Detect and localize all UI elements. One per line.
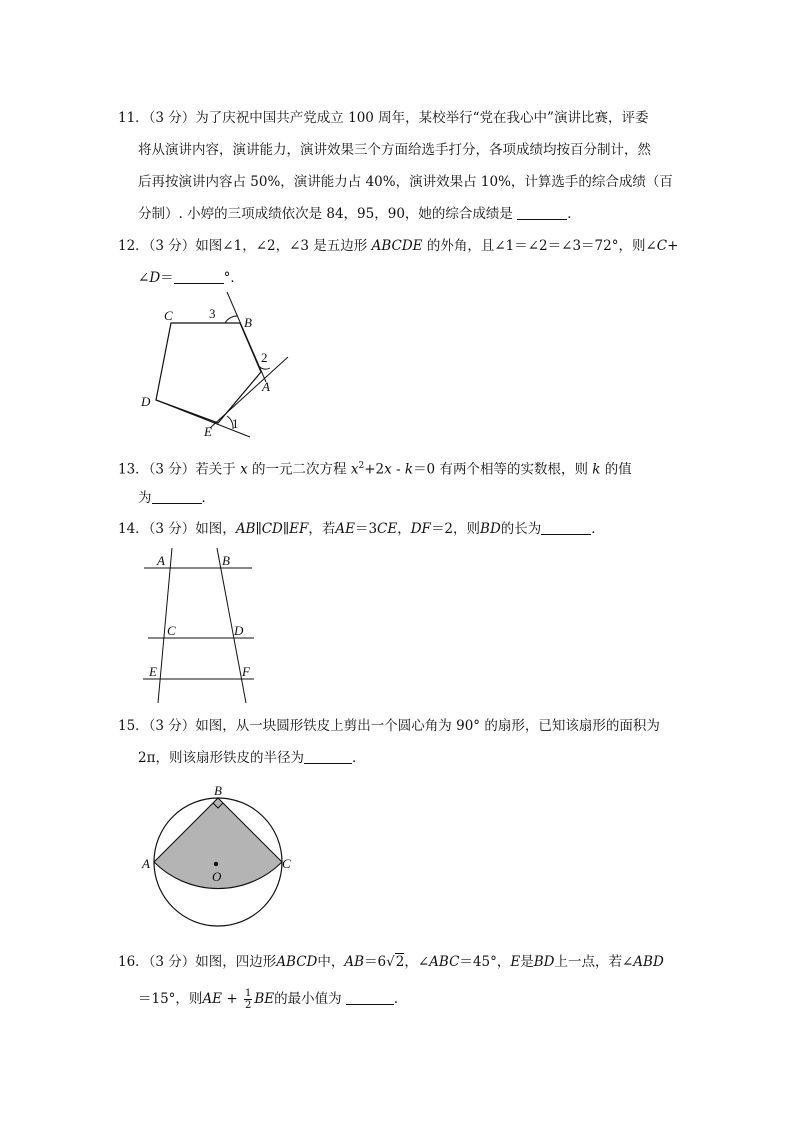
q15-line-1: 15．（3 分）如图，从一块圆形铁皮上剪出一个圆心角为 90° 的扇形，已知该扇形的面积为 bbox=[118, 718, 660, 734]
q12-text: 12．（3 分）如图∠1，∠2，∠3 是五边形 bbox=[118, 238, 368, 254]
q14-df: DF bbox=[410, 521, 431, 537]
label-d: D bbox=[234, 623, 244, 638]
q14-text-d: ， bbox=[397, 521, 411, 537]
q16-text-g: 上一点，若∠ bbox=[554, 954, 634, 970]
q16-text: 16．（3 分）如图，四边形 bbox=[118, 954, 277, 970]
label-a: A bbox=[142, 856, 150, 871]
q16-text-d: ，∠ bbox=[404, 954, 430, 970]
label-c: C bbox=[164, 308, 173, 323]
q14-ce: CE bbox=[377, 521, 398, 537]
angle-3-arc bbox=[225, 316, 238, 323]
q16-line-1 bbox=[118, 952, 664, 972]
answer-blank bbox=[517, 205, 567, 220]
label-f: F bbox=[242, 664, 250, 679]
label-c: C bbox=[282, 856, 291, 871]
center-point bbox=[214, 862, 218, 866]
q15-line-2 bbox=[138, 748, 365, 768]
q13-eq-2: +2 bbox=[364, 461, 385, 478]
extension-line-a bbox=[210, 357, 288, 428]
answer-blank bbox=[304, 749, 352, 764]
q13-text-c: ＝0 有两个相等的实数根，则 bbox=[413, 461, 588, 478]
q16-abd: ABD bbox=[633, 954, 664, 970]
label-e: E bbox=[149, 664, 157, 679]
q16-line-2 bbox=[138, 988, 407, 1011]
q11-line-3: 后再按演讲内容占 50%，演讲能力占 40%，演讲效果占 10%，计算选手的综合成绩（百 bbox=[138, 174, 673, 190]
label-c: C bbox=[167, 623, 176, 638]
q16-ab: AB bbox=[344, 954, 365, 970]
q16-text-j: 的最小值为 bbox=[274, 991, 342, 1007]
q12-equals: ＝ bbox=[160, 270, 174, 286]
q13-text-b: 的一元二次方程 bbox=[252, 461, 347, 478]
sqrt-symbol: √ bbox=[386, 954, 395, 970]
q16-text-e: ＝45°， bbox=[459, 954, 511, 970]
label-b: B bbox=[222, 553, 230, 568]
q12-plus: + bbox=[667, 238, 679, 254]
q14-text-f: 的长为 bbox=[500, 521, 542, 537]
label-e: E bbox=[204, 424, 212, 439]
answer-blank bbox=[346, 990, 394, 1005]
q12-angle-d: D bbox=[149, 270, 161, 286]
q13-eq-exp: 2 bbox=[358, 461, 365, 471]
q15-text: 2π，则该扇形铁皮的半径为 bbox=[138, 750, 304, 766]
q12-angle-c: C bbox=[656, 238, 668, 254]
q11-line-4-text: 分制）. 小婷的三项成绩依次是 84，95，90，她的综合成绩是 bbox=[138, 206, 513, 222]
label-angle-2: 2 bbox=[261, 350, 268, 365]
label-b: B bbox=[244, 315, 252, 330]
q14-text-b: ，若 bbox=[308, 521, 336, 537]
q13-eq-x2: x bbox=[384, 461, 392, 478]
extension-line-b bbox=[227, 292, 266, 382]
q14-line-1 bbox=[118, 519, 605, 539]
q14-ae: AE bbox=[335, 521, 355, 537]
q11-line-4: 分制）. 小婷的三项成绩依次是 84，95，90，她的综合成绩是 ． bbox=[138, 206, 581, 222]
q16-abc: ABC bbox=[429, 954, 460, 970]
q16-text-k: ． bbox=[393, 991, 408, 1007]
fraction-half bbox=[244, 988, 252, 1011]
answer-blank bbox=[152, 489, 202, 504]
label-b: B bbox=[214, 783, 222, 798]
q15-text-b: ． bbox=[351, 750, 366, 766]
q16-point-e: E bbox=[510, 954, 521, 970]
q16-plus: + bbox=[222, 991, 242, 1007]
q14-parallel: AB∥CD∥EF bbox=[235, 521, 309, 537]
q16-ae: AE bbox=[202, 991, 223, 1007]
q16-text-f: 是 bbox=[520, 954, 534, 970]
pentagon-figure bbox=[130, 290, 300, 450]
pentagon bbox=[156, 323, 261, 423]
label-a: A bbox=[262, 379, 270, 394]
q12-line-2 bbox=[138, 268, 244, 288]
parallel-lines-figure bbox=[140, 545, 260, 707]
q16-text-c: ＝6 bbox=[364, 954, 387, 970]
q12-degree: °． bbox=[223, 270, 244, 286]
q12-pentagon-name: ABCDE bbox=[371, 238, 423, 254]
fraction-numerator: 1 bbox=[244, 988, 252, 999]
q13-text: 13．（3 分）若关于 bbox=[118, 461, 236, 478]
q14-text-e: ＝2，则 bbox=[430, 521, 481, 537]
label-d: D bbox=[141, 394, 151, 409]
label-angle-3: 3 bbox=[209, 306, 216, 321]
q13-line-1 bbox=[118, 456, 632, 480]
label-a: A bbox=[157, 553, 165, 568]
q12-angle-sign: ∠ bbox=[138, 270, 150, 286]
label-angle-1: 1 bbox=[232, 416, 239, 431]
q11-line-1: 11．（3 分）为了庆祝中国共产党成立 100 周年，某校举行“党在我心中”演讲比赛，评委 bbox=[118, 110, 649, 126]
q16-text-b: 中， bbox=[317, 954, 345, 970]
q13-eq-x: x bbox=[350, 461, 359, 478]
q13-var-k: k bbox=[592, 461, 601, 478]
q14-text-c: ＝3 bbox=[354, 521, 378, 537]
q13-eq-minus: - bbox=[391, 461, 405, 478]
q16-text-h: ＝15°，则 bbox=[138, 991, 203, 1007]
label-o: O bbox=[212, 869, 222, 884]
q14-text-g: ． bbox=[591, 521, 605, 537]
answer-blank bbox=[174, 269, 224, 284]
q14-text: 14．（3 分）如图， bbox=[118, 521, 236, 537]
q16-be: BE bbox=[254, 991, 275, 1007]
q16-sqrt-radicand: 2 bbox=[395, 954, 405, 970]
q13-var-x: x bbox=[240, 461, 248, 478]
q13-line-2: 为 ． bbox=[138, 490, 215, 506]
q13-text-e: 为 bbox=[138, 490, 152, 506]
answer-blank bbox=[541, 520, 591, 535]
q13-eq-k: k bbox=[404, 461, 414, 478]
q16-abcd: ABCD bbox=[276, 954, 318, 970]
q13-text-d: 的值 bbox=[604, 461, 632, 478]
q12-text-mid: 的外角，且∠1＝∠2＝∠3＝72°，则∠ bbox=[426, 238, 657, 254]
q16-bd: BD bbox=[533, 954, 555, 970]
fraction-denominator: 2 bbox=[244, 1000, 252, 1011]
q14-bd: BD bbox=[480, 521, 501, 537]
q12-line-1 bbox=[118, 236, 678, 256]
sector-figure bbox=[140, 780, 300, 930]
q11-line-2: 将从演讲内容，演讲能力，演讲效果三个方面给选手打分，各项成绩均按百分制计，然 bbox=[138, 142, 651, 158]
